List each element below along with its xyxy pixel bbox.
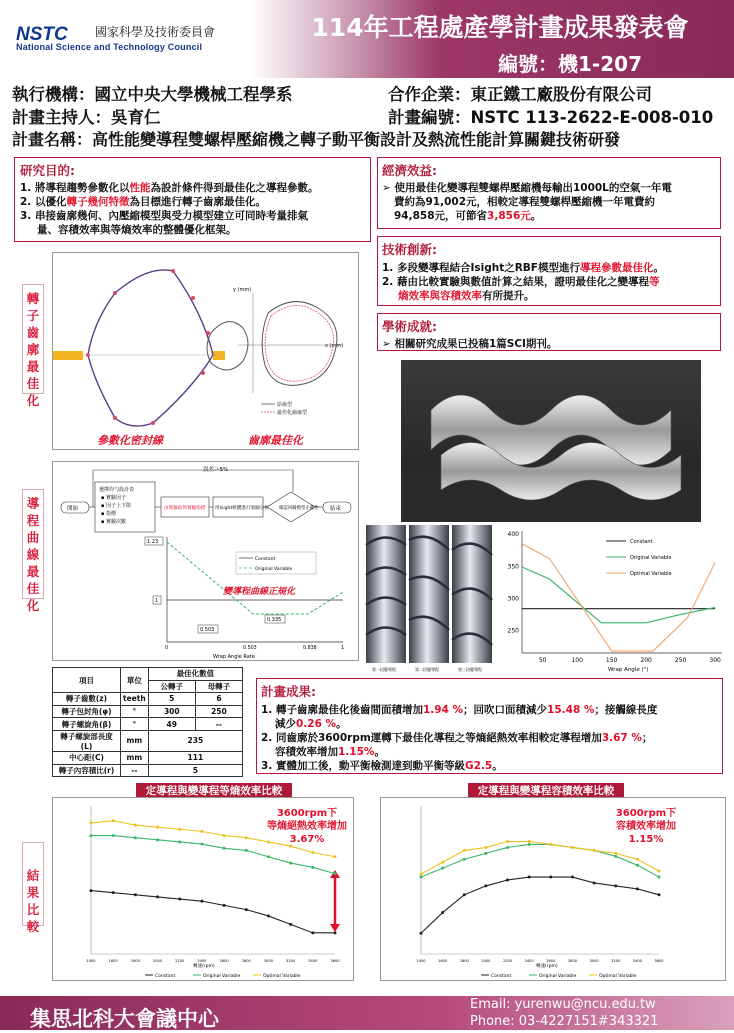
c0-x-tick: 250 bbox=[674, 657, 687, 664]
c2-point bbox=[614, 852, 617, 855]
c1-x-tick: 2400 bbox=[197, 959, 207, 963]
results-item-2: 2. 同齒廓於3600rpm運轉下最佳化導程之等熵絕熱效率相較定導程增加3.67 %； bbox=[261, 732, 653, 744]
c1-x-tick: 2200 bbox=[175, 959, 185, 963]
c0-legend-optimal: Optimal Variable bbox=[630, 571, 672, 577]
lead-val-123: 1.23 bbox=[147, 539, 159, 545]
table-head-opt: 最佳化數值 bbox=[148, 668, 242, 681]
innovation-line-3: 熵效率與容積效率有所提升。 bbox=[398, 290, 535, 302]
c1-point bbox=[245, 849, 248, 852]
c1-point bbox=[223, 834, 226, 837]
c1-legend-original: Original Variable bbox=[203, 974, 241, 979]
lead-tick-0503: 0.503 bbox=[243, 646, 257, 651]
c2-annotation-2: 容積效率增加 bbox=[616, 821, 676, 832]
innovation-line-2: 2. 藉由比較實驗與數值計算之結果，證明最佳化之變導程等 bbox=[382, 276, 660, 288]
info-partner: 合作企業：東正鐵工廠股份有限公司 bbox=[388, 85, 652, 104]
flow-step3: 用Isight軟體進行迴歸分析 bbox=[215, 506, 269, 511]
flow-b2: ▪ 因子上下限 bbox=[101, 503, 131, 509]
c2-point bbox=[614, 884, 617, 887]
lead-rotor-renders bbox=[364, 525, 495, 673]
c2-point bbox=[636, 864, 639, 867]
c2-point bbox=[506, 840, 509, 843]
purpose-box bbox=[14, 157, 371, 242]
c0-x-tick: 150 bbox=[605, 657, 618, 664]
c2-point bbox=[614, 855, 617, 858]
lead-legend-constant: Constant bbox=[255, 557, 276, 562]
academic-title: 學術成就: bbox=[382, 319, 437, 334]
c2-point bbox=[528, 843, 531, 846]
lead-val-1: 1 bbox=[155, 598, 159, 604]
c1-point bbox=[334, 855, 337, 858]
isentropic-chart-panel bbox=[52, 797, 354, 981]
c1-point bbox=[134, 836, 137, 839]
nstc-logo: NSTC bbox=[16, 24, 68, 45]
c1-point bbox=[267, 840, 270, 843]
flow-decision: 確認回歸模型正確性 bbox=[279, 506, 319, 511]
c2-point bbox=[463, 893, 466, 896]
c1-point bbox=[112, 834, 115, 837]
c1-annotation-1: 3600rpm下 bbox=[276, 808, 338, 819]
rotor-photo-drawing bbox=[401, 360, 701, 522]
c1-x-tick: 3600 bbox=[330, 959, 340, 963]
c2-x-tick: 2800 bbox=[567, 959, 578, 963]
c1-x-tick: 3400 bbox=[308, 959, 318, 963]
c2-x-tick: 1400 bbox=[416, 959, 426, 963]
c2-legend-original: Original Variable bbox=[539, 974, 577, 979]
c1-x-tick: 3200 bbox=[286, 959, 296, 963]
c1-point bbox=[134, 824, 137, 827]
c1-point bbox=[311, 851, 314, 854]
c1-xlabel: 轉速(rpm) bbox=[193, 964, 215, 969]
c1-x-tick: 1400 bbox=[86, 959, 96, 963]
info-org: 執行機構：國立中央大學機械工程學系 bbox=[12, 85, 293, 104]
c0-x-tick: 100 bbox=[571, 657, 583, 664]
lead-tick-0: 0 bbox=[165, 646, 169, 651]
c2-point bbox=[658, 870, 661, 873]
c2-series-line-0 bbox=[421, 877, 659, 933]
profile-legend-optimal: 最佳化齒廓型 bbox=[277, 410, 308, 416]
c2-x-tick: 2000 bbox=[481, 959, 491, 963]
c1-point bbox=[134, 893, 137, 896]
c1-point bbox=[267, 914, 270, 917]
lead-figure-panel bbox=[52, 461, 359, 661]
c2-xlabel: 轉速(rpm) bbox=[536, 964, 558, 969]
c2-x-tick: 2400 bbox=[524, 959, 534, 963]
c1-point bbox=[334, 872, 337, 875]
lead-tick-1: 1 bbox=[341, 646, 345, 651]
footer-phone: Phone: 03-4227151#343321 bbox=[470, 1014, 659, 1029]
c0-y-tick: 250 bbox=[507, 627, 519, 635]
c2-x-tick: 3000 bbox=[589, 959, 599, 963]
c1-point bbox=[289, 845, 292, 848]
c2-point bbox=[506, 879, 509, 882]
table-row: 轉子包封角(φ) ° 300 250 bbox=[53, 705, 243, 718]
lead-norm-title: 變導程曲線正規化 bbox=[223, 587, 296, 597]
table-row: 轉子螺旋部長度(L) mm 235 bbox=[53, 730, 243, 751]
c2-x-tick: 3200 bbox=[611, 959, 621, 963]
footer-email: Email: yurenwu@ncu.edu.tw bbox=[470, 997, 656, 1012]
economic-title: 經濟效益: bbox=[382, 163, 437, 178]
flow-b1: ▪ 實驗因子 bbox=[101, 495, 126, 501]
c1-point bbox=[289, 862, 292, 865]
c2-x-tick: 1800 bbox=[459, 959, 469, 963]
lead-tick-0838: 0.838 bbox=[303, 646, 317, 651]
c2-legend-optimal: Optimal Variable bbox=[599, 974, 637, 979]
c1-point bbox=[90, 889, 93, 892]
c1-legend-optimal: Optimal Variable bbox=[263, 974, 301, 979]
table-head-male: 公轉子 bbox=[148, 680, 195, 693]
c1-point bbox=[156, 838, 159, 841]
purpose-item-2: 2. 以優化轉子幾何特徵為目標進行轉子齒廓最佳化。 bbox=[20, 196, 266, 208]
c2-annotation-3: 1.15% bbox=[628, 834, 664, 845]
footer-venue: 集思北科大會議中心 bbox=[30, 1007, 219, 1031]
c1-series-line-0 bbox=[91, 891, 335, 933]
results-item-2-cont: 容積效率增加1.15%。 bbox=[275, 746, 385, 758]
lead-rotor-drawing bbox=[364, 525, 495, 673]
results-item-3: 3. 實體加工後，動平衡檢測達到動平衡等級G2.5。 bbox=[261, 760, 503, 772]
economic-line-2: 費約為91,002元，相較定導程雙螺桿壓縮機一年電費約 bbox=[394, 196, 656, 208]
c1-point bbox=[334, 931, 337, 934]
c1-point bbox=[311, 931, 314, 934]
c1-x-tick: 2600 bbox=[219, 959, 229, 963]
render-label-2: 第二段變導程 bbox=[415, 667, 439, 672]
c1-point bbox=[112, 819, 115, 822]
c0-xlabel: Wrap Angle (°) bbox=[608, 667, 649, 673]
render-label-3: 第三段變導程 bbox=[458, 667, 482, 672]
table-head-female: 母轉子 bbox=[195, 680, 242, 693]
c0-x-tick: 300 bbox=[709, 657, 721, 664]
parameter-table bbox=[52, 667, 243, 777]
c2-point bbox=[658, 893, 661, 896]
c2-point bbox=[549, 876, 552, 879]
c2-x-tick: 3400 bbox=[632, 959, 642, 963]
flow-b4: ▪ 實驗次數 bbox=[101, 519, 126, 525]
c1-point bbox=[156, 826, 159, 829]
c1-point bbox=[223, 847, 226, 850]
c0-x-tick: 50 bbox=[538, 657, 547, 664]
c2-x-tick: 3600 bbox=[654, 959, 664, 963]
lead-normalize-chart bbox=[53, 532, 360, 662]
logo-english-name: National Science and Technology Council bbox=[16, 42, 203, 52]
c0-x-tick: 200 bbox=[640, 657, 652, 664]
table-head-unit: 單位 bbox=[121, 668, 149, 693]
lead-val-0503: 0.503 bbox=[200, 627, 215, 633]
innovation-title: 技術創新: bbox=[382, 242, 437, 257]
c2-point bbox=[484, 846, 487, 849]
innovation-box bbox=[377, 236, 721, 306]
results-item-1-cont: 減少0.26 %。 bbox=[275, 718, 347, 730]
chart2-title: 定導程與變導程容積效率比較 bbox=[468, 783, 624, 799]
c1-annotation-3: 3.67% bbox=[289, 834, 325, 845]
purpose-item-3-cont: 量、容積效率與等熵效率的整體優化框架。 bbox=[37, 224, 237, 236]
caption-seal-line: 參數化密封線 bbox=[97, 434, 163, 447]
c0-y-tick: 400 bbox=[507, 531, 519, 539]
c2-point bbox=[549, 843, 552, 846]
c2-point bbox=[463, 849, 466, 852]
c2-point bbox=[506, 846, 509, 849]
profile-legend-original: 原齒型 bbox=[277, 402, 293, 408]
c2-point bbox=[636, 887, 639, 890]
lead-legend-original: Original Variable bbox=[255, 567, 293, 572]
c1-x-tick: 2800 bbox=[241, 959, 251, 963]
profile-y-label: y (mm) bbox=[233, 287, 252, 293]
innovation-line-1: 1. 多段變導程結合Isight之RBF模型進行導程參數最佳化。 bbox=[382, 262, 664, 274]
flow-start: 開始 bbox=[67, 506, 79, 512]
isentropic-chart-svg bbox=[53, 798, 355, 982]
flow-step1: 選擇均勻設計表 bbox=[99, 487, 135, 493]
c0-legend-original: Original Variable bbox=[630, 555, 672, 561]
c1-point bbox=[245, 908, 248, 911]
table-row: 轉子螺旋角(β) ° 49 -- bbox=[53, 718, 243, 731]
c1-point bbox=[267, 855, 270, 858]
flow-step2: 由實驗取得實驗指標 bbox=[164, 506, 206, 511]
c1-point bbox=[90, 821, 93, 824]
volumetric-chart-panel bbox=[380, 797, 726, 981]
c1-x-tick: 1600 bbox=[108, 959, 118, 963]
c1-legend-constant: Constant bbox=[155, 974, 176, 979]
flow-loop-label: 誤差＞5% bbox=[203, 467, 229, 473]
c2-x-tick: 2200 bbox=[502, 959, 513, 963]
table-row: 中心距(C) mm 111 bbox=[53, 751, 243, 764]
c2-point bbox=[636, 858, 639, 861]
c2-point bbox=[593, 881, 596, 884]
c2-x-tick: 1600 bbox=[438, 959, 448, 963]
purpose-item-3: 3. 串接齒廓幾何、內壓縮模型與受力模型建立可同時考量排氣 bbox=[20, 210, 308, 222]
c1-point bbox=[289, 923, 292, 926]
c1-point bbox=[200, 830, 203, 833]
lead-x-label: Wrap Angle Rate bbox=[213, 654, 255, 660]
c2-point bbox=[420, 932, 423, 935]
c1-x-tick: 3000 bbox=[263, 959, 274, 963]
c0-y-tick: 350 bbox=[507, 563, 519, 571]
c1-point bbox=[311, 866, 314, 869]
parameter-table-box bbox=[52, 667, 243, 777]
chart1-title: 定導程與變導程等熵效率比較 bbox=[136, 783, 292, 799]
c1-point bbox=[200, 843, 203, 846]
c1-point bbox=[178, 898, 181, 901]
c2-x-tick: 2600 bbox=[546, 959, 556, 963]
table-row: 轉子齒數(z) teeth 5 6 bbox=[53, 693, 243, 706]
c2-point bbox=[484, 852, 487, 855]
logo-chinese-name: 國家科學及技術委員會 bbox=[95, 25, 216, 39]
c1-point bbox=[178, 840, 181, 843]
c1-point bbox=[245, 836, 248, 839]
side-label-profile: 轉子齒廓最佳化 bbox=[22, 284, 44, 394]
info-pi: 計畫主持人：吳育仁 bbox=[12, 108, 161, 127]
flow-b3: ▪ 指標 bbox=[101, 511, 116, 517]
economic-box bbox=[377, 157, 721, 229]
info-plan-name: 計畫名稱：高性能變導程雙螺桿壓縮機之轉子動平衡設計及熱流性能計算關鍵技術研發 bbox=[12, 130, 621, 149]
c1-point bbox=[90, 834, 93, 837]
c2-point bbox=[463, 858, 466, 861]
render-label-1: 第一段變導程 bbox=[372, 667, 396, 672]
table-row: 轉子內容積比(r) -- 5 bbox=[53, 764, 243, 777]
rotor-photo bbox=[401, 360, 701, 522]
c0-legend-constant: Constant bbox=[630, 539, 653, 545]
purpose-title: 研究目的: bbox=[20, 163, 75, 178]
c2-point bbox=[484, 884, 487, 887]
c2-point bbox=[441, 867, 444, 870]
c2-point bbox=[528, 876, 531, 879]
economic-line-3: 94,858元，可節省3,856元。 bbox=[394, 210, 542, 222]
c2-point bbox=[420, 873, 423, 876]
page-title: 114年工程處產學計畫成果發表會 bbox=[311, 13, 689, 42]
c1-point bbox=[178, 828, 181, 831]
academic-box bbox=[377, 313, 721, 351]
c1-point bbox=[200, 900, 203, 903]
c2-point bbox=[658, 876, 661, 879]
side-label-results: 結果比較 bbox=[22, 842, 44, 926]
c2-point bbox=[420, 876, 423, 879]
c1-x-tick: 2000 bbox=[152, 959, 163, 963]
c2-point bbox=[528, 840, 531, 843]
academic-line-1: ➢ 相關研究成果已投稿1篇SCI期刊。 bbox=[382, 338, 558, 350]
purpose-item-1: 1. 將導程趨勢參數化以性能為設計條件得到最佳化之導程參數。 bbox=[20, 182, 319, 194]
c2-point bbox=[571, 846, 574, 849]
c2-point bbox=[441, 861, 444, 864]
profile-x-label: x (mm) bbox=[325, 343, 344, 349]
rotor-profile-drawing bbox=[53, 253, 360, 451]
economic-line-1: ➢ 使用最佳化變導程雙螺桿壓縮機每輸出1000L的空氣一年電 bbox=[382, 182, 672, 194]
c1-point bbox=[112, 891, 115, 894]
c2-annotation-1: 3600rpm下 bbox=[615, 808, 677, 819]
caption-profile-opt: 齒廓最佳化 bbox=[248, 434, 303, 447]
results-box bbox=[256, 678, 723, 774]
lead-wrap-chart-svg bbox=[496, 525, 730, 675]
flow-end: 結束 bbox=[330, 506, 342, 512]
rotor-profile-figure bbox=[52, 252, 359, 450]
table-head-item: 項目 bbox=[53, 668, 121, 693]
c2-point bbox=[593, 849, 596, 852]
poster-code: 編號：機1-207 bbox=[498, 52, 642, 76]
volumetric-chart-svg bbox=[381, 798, 727, 982]
lead-wrap-chart bbox=[496, 525, 730, 675]
c2-legend-constant: Constant bbox=[491, 974, 512, 979]
c2-point bbox=[441, 911, 444, 914]
footer-contact bbox=[470, 996, 658, 1030]
c1-x-tick: 1800 bbox=[130, 959, 140, 963]
c1-point bbox=[223, 904, 226, 907]
c0-y-tick: 300 bbox=[507, 595, 519, 603]
results-item-1: 1. 轉子齒廓最佳化後齒間面積增加1.94 %；回吹口面積減少15.48 %；接觸線長度 bbox=[261, 704, 658, 716]
side-label-lead: 導程曲線最佳化 bbox=[22, 489, 44, 599]
results-title: 計畫成果: bbox=[261, 684, 316, 699]
c1-point bbox=[156, 895, 159, 898]
c2-point bbox=[571, 876, 574, 879]
c1-annotation-2: 等熵絕熱效率增加 bbox=[267, 821, 347, 832]
info-plan-no: 計畫編號：NSTC 113-2622-E-008-010 bbox=[388, 108, 714, 127]
lead-val-0335: 0.335 bbox=[267, 617, 282, 623]
